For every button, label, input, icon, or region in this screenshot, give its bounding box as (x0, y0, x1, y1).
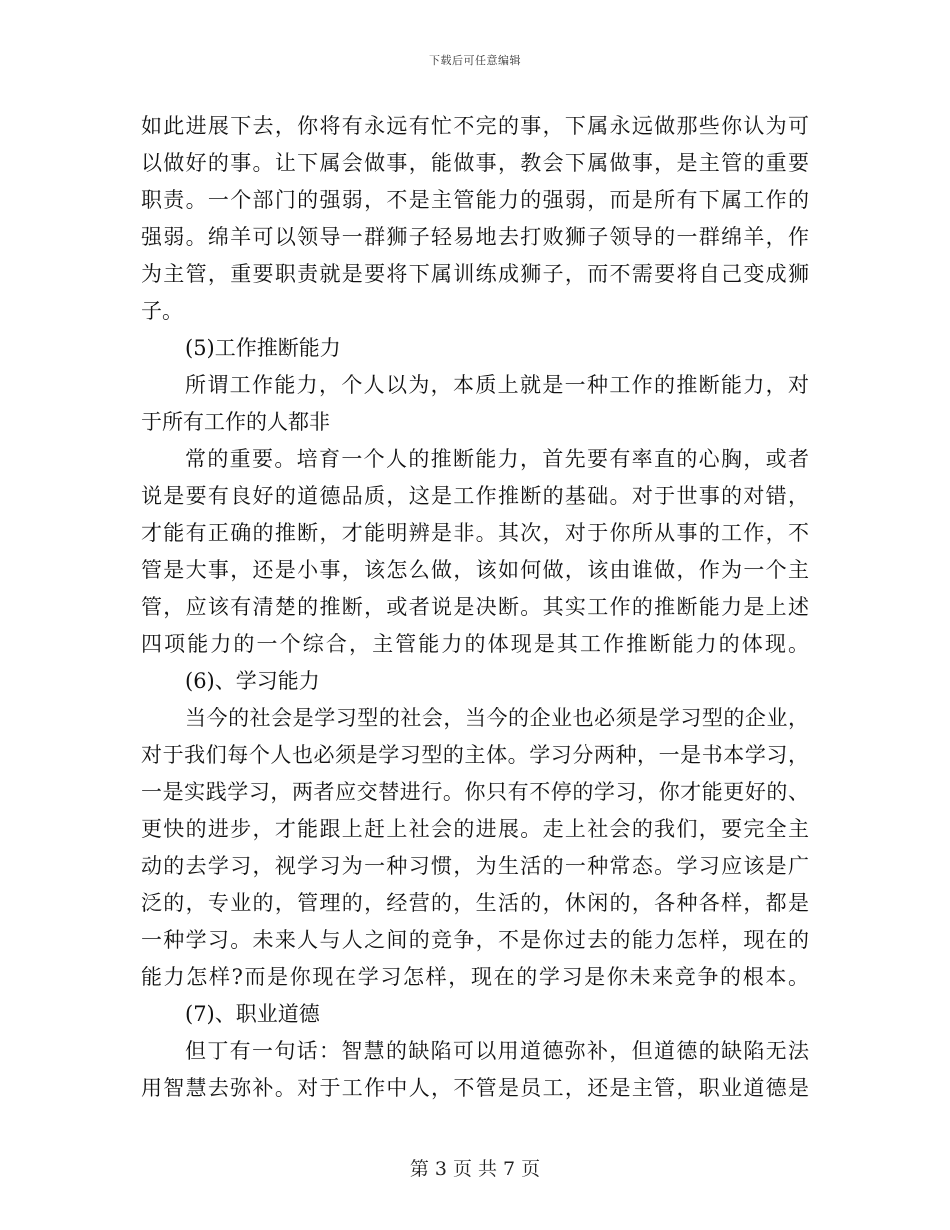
text-line: 当今的社会是学习型的社会，当今的企业也必须是学习型的企业， (185, 706, 809, 730)
text-line: 常的重要。培育一个人的推断能力，首先要有率直的心胸，或者 (185, 447, 809, 471)
text-line: 强弱。绵羊可以领导一群狮子轻易地去打败狮子领导的一群绵羊，作 (141, 225, 809, 249)
text-line: 更快的进步，才能跟上赶上社会的进展。走上社会的我们，要完全主 (141, 817, 809, 841)
text-line: 用智慧去弥补。对于工作中人，不管是员工，还是主管，职业道德是 (141, 1076, 809, 1100)
text-line: 说是要有良好的道德品质，这是工作推断的基础。对于世事的对错， (141, 484, 809, 508)
text-line: 以做好的事。让下属会做事，能做事，教会下属做事，是主管的重要 (141, 151, 809, 175)
text-line: 动的去学习，视学习为一种习惯，为生活的一种常态。学习应该是广 (141, 854, 809, 878)
text-line: 一种学习。未来人与人之间的竞争，不是你过去的能力怎样，现在的 (141, 928, 809, 952)
text-line: 才能有正确的推断，才能明辨是非。其次，对于你所从事的工作，不 (141, 521, 809, 545)
text-line: 职责。一个部门的强弱，不是主管能力的强弱，而是所有下属工作的 (141, 188, 809, 212)
text-line: 管，应该有清楚的推断，或者说是决断。其实工作的推断能力是上述 (141, 595, 809, 619)
text-line: 对于我们每个人也必须是学习型的主体。学习分两种，一是书本学习， (141, 743, 809, 767)
text-line: (6)、学习能力 (185, 669, 320, 693)
text-line: 四项能力的一个综合，主管能力的体现是其工作推断能力的体现。 (141, 632, 809, 656)
document-body (141, 108, 809, 1107)
text-line: 所谓工作能力，个人以为，本质上就是一种工作的推断能力，对 (185, 373, 809, 397)
text-line: 为主管，重要职责就是要将下属训练成狮子，而不需要将自己变成狮 (141, 262, 809, 286)
text-line: (5)工作推断能力 (185, 336, 341, 360)
text-line: 管是大事，还是小事，该怎么做，该如何做，该由谁做，作为一个主 (141, 558, 809, 582)
text-line: 一是实践学习，两者应交替进行。你只有不停的学习，你才能更好的、 (141, 780, 809, 804)
page-header: 下载后可任意编辑 (429, 54, 521, 67)
text-line: 如此进展下去，你将有永远有忙不完的事，下属永远做那些你认为可 (141, 114, 809, 138)
text-line: 能力怎样?而是你现在学习怎样，现在的学习是你未来竞争的根本。 (141, 965, 809, 989)
text-line: 泛的，专业的，管理的，经营的，生活的，休闲的，各种各样，都是 (141, 891, 809, 915)
text-line: 但丁有一句话：智慧的缺陷可以用道德弥补，但道德的缺陷无法 (185, 1039, 809, 1063)
text-line: 子。 (141, 299, 183, 323)
text-line: (7)、职业道德 (185, 1002, 320, 1026)
text-line: 于所有工作的人都非 (141, 410, 330, 434)
page-footer: 第 3 页 共 7 页 (409, 1158, 541, 1180)
